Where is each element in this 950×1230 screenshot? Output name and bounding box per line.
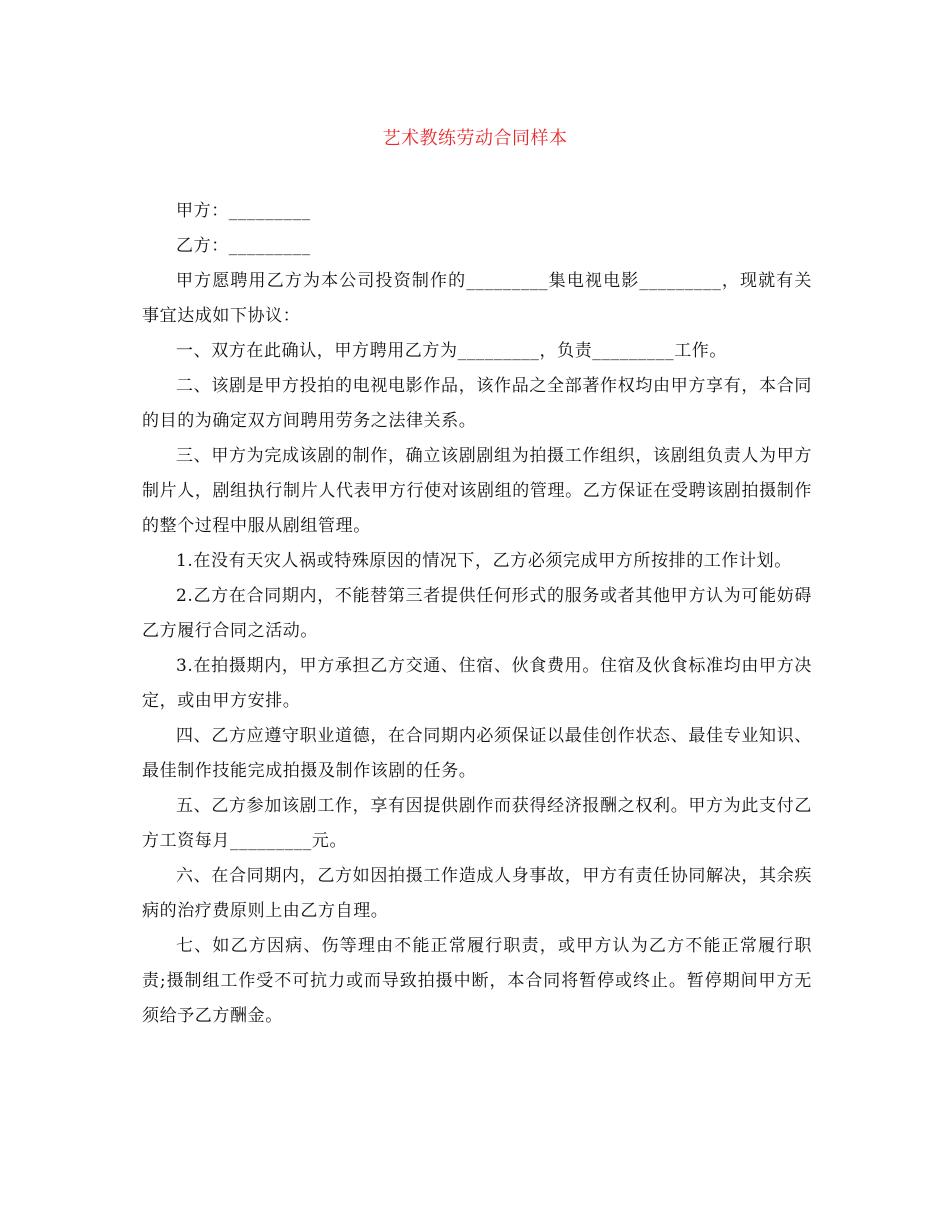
clause-3-item-1: 1.在没有天灾人祸或特殊原因的情况下，乙方必须完成甲方所按排的工作计划。 bbox=[176, 551, 792, 571]
document-title: 艺术教练劳动合同样本 bbox=[382, 128, 568, 149]
clause-2: 二、该剧是甲方投拍的电视电影作品，该作品之全部著作权均由甲方享有，本合同的目的为确定双方间聘用劳务之法律关系。 bbox=[142, 376, 812, 431]
clause-4: 四、乙方应遵守职业道德，在合同期内必须保证以最佳创作状态、最佳专业知识、最佳制作技能完成拍摄及制作该剧的任务。 bbox=[142, 726, 812, 781]
clause-1: 一、双方在此确认，甲方聘用乙方为_________，负责_________工作。 bbox=[176, 341, 727, 361]
intro-paragraph: 甲方愿聘用乙方为本公司投资制作的_________集电视电影_________，现就有关事宜达成如下协议： bbox=[142, 271, 812, 326]
party-b-line: 乙方：_________ bbox=[176, 236, 311, 256]
clause-7: 七、如乙方因病、伤等理由不能正常履行职责，或甲方认为乙方不能正常履行职责;摄制组工作受不可抗力或而导致拍摄中断，本合同将暂停或终止。暂停期间甲方无须给予乙方酬金。 bbox=[142, 936, 812, 1026]
party-a-line: 甲方：_________ bbox=[176, 201, 311, 221]
clause-3-item-2: 2.乙方在合同期内，不能替第三者提供任何形式的服务或者其他甲方认为可能妨碍乙方履行合同之活动。 bbox=[142, 586, 812, 641]
clause-3: 三、甲方为完成该剧的制作，确立该剧剧组为拍摄工作组织，该剧组负责人为甲方制片人，剧组执行制片人代表甲方行使对该剧组的管理。乙方保证在受聘该剧拍摄制作的整个过程中服从剧组管理。 bbox=[142, 446, 812, 536]
clause-5: 五、乙方参加该剧工作，享有因提供剧作而获得经济报酬之权利。甲方为此支付乙方工资每月_________元。 bbox=[142, 796, 812, 851]
document-body bbox=[142, 194, 812, 1034]
clause-6: 六、在合同期内，乙方如因拍摄工作造成人身事故，甲方有责任协同解决，其余疾病的治疗费原则上由乙方自理。 bbox=[142, 866, 812, 921]
clause-3-item-3: 3.在拍摄期内，甲方承担乙方交通、住宿、伙食费用。住宿及伙食标准均由甲方决定，或由甲方安排。 bbox=[142, 656, 812, 711]
